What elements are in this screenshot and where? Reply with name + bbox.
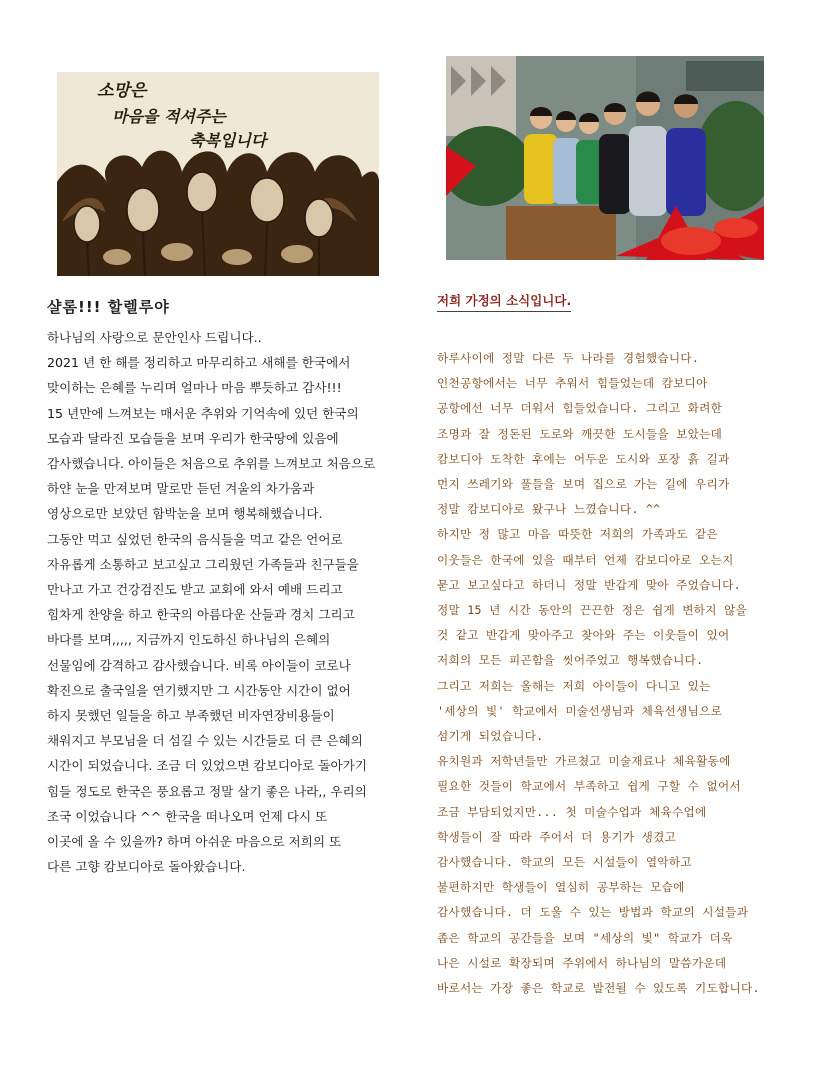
text-line: 선물임에 감격하고 감사했습니다. 비록 아이들이 코로나 xyxy=(47,657,351,673)
text-line: 정말 캄보디아로 왔구나 느꼈습니다. ^^ xyxy=(437,502,661,517)
text-line: 좁은 학교의 공간들을 보며 "세상의 빛" 학교가 더욱 xyxy=(437,930,733,945)
left-letter-body xyxy=(47,325,407,879)
text-line: 저희의 모든 피곤함을 씻어주었고 행복했습니다. xyxy=(437,653,704,668)
family-news-heading: 저희 가정의 소식입니다. xyxy=(437,291,571,312)
text-line: 이곳에 올 수 있을까? 하며 아쉬운 마음으로 저희의 또 xyxy=(47,834,342,850)
text-line: 감사했습니다. 학교의 모든 시설들이 열악하고 xyxy=(437,855,692,870)
text-line: 15 년만에 느껴보는 매서운 추위와 기억속에 있던 한국의 xyxy=(47,405,359,421)
text-line: 이웃들은 한국에 있을 때부터 언제 캄보디아로 오는지 xyxy=(437,552,734,567)
text-line: 조명과 잘 정돈된 도로와 깨끗한 도시들을 보았는데 xyxy=(437,426,723,441)
text-line: 하나님의 사랑으로 문안인사 드립니다.. xyxy=(47,330,262,345)
family-photo xyxy=(446,56,764,260)
tulip-drawing xyxy=(57,72,379,276)
text-line: 불편하지만 학생들이 열심히 공부하는 모습에 xyxy=(437,880,685,895)
text-line: 감사했습니다. 아이들은 처음으로 추위를 느껴보고 처음으로 xyxy=(47,456,376,472)
calligraphy-line-2: 마음을 적셔주는 xyxy=(112,107,226,126)
text-line: 유치원과 저학년들만 가르쳤고 미술재료나 체육활동에 xyxy=(437,754,731,769)
text-line: 조금 부담되었지만... 첫 미술수업과 체육수업에 xyxy=(437,804,707,819)
text-line: 하지만 정 많고 마음 따뜻한 저희의 가족과도 같은 xyxy=(437,527,718,542)
text-line: 바로서는 가장 좋은 학교로 발전될 수 있도록 기도합니다. xyxy=(437,981,760,996)
text-line: 학생들이 잘 따라 주어서 더 용기가 생겼고 xyxy=(437,829,677,844)
text-line: 그동안 먹고 싶었던 한국의 음식들을 먹고 같은 언어로 xyxy=(47,531,343,547)
calligraphy-line-3: 축복입니다 xyxy=(189,131,267,150)
text-line: 영상으로만 보았던 함박눈을 보며 행복해했습니다. xyxy=(47,506,323,522)
text-line: 맞이하는 은혜를 누리며 얼마나 마음 뿌듯하고 감사!!! xyxy=(47,380,342,396)
text-line: 그리고 저희는 올해는 저희 아이들이 다니고 있는 xyxy=(437,678,711,693)
greeting-heading: 샬롬!!! 할렐루야 xyxy=(47,298,170,316)
text-line: 섬기게 되었습니다. xyxy=(437,729,544,744)
family-photo-drawing xyxy=(446,56,764,260)
text-line: 것 같고 반갑게 맞아주고 찾아와 주는 이웃들이 있어 xyxy=(437,628,730,643)
text-line: 바다를 보며,,,,, 지금까지 인도하신 하나님의 은혜의 xyxy=(47,632,331,648)
text-line: 확진으로 출국일을 연기했지만 그 시간동안 시간이 없어 xyxy=(47,682,351,698)
text-line: 조국 이었습니다 ^^ 한국을 떠나오며 언제 다시 또 xyxy=(47,808,328,824)
text-line: 필요한 것들이 학교에서 부족하고 쉽게 구할 수 없어서 xyxy=(437,779,741,794)
text-line: 힘들 정도로 한국은 풍요롭고 정말 살기 좋은 나라,, 우리의 xyxy=(47,783,367,799)
text-line: 채워지고 부모님을 더 섬길 수 있는 시간들로 더 큰 은혜의 xyxy=(47,733,363,749)
text-line: 정말 15 년 시간 동안의 끈끈한 정은 쉽게 변하지 않을 xyxy=(437,603,748,618)
text-line: 하루사이에 정말 다른 두 나라를 경험했습니다. xyxy=(437,351,700,365)
calligraphy-tulip-illustration xyxy=(57,72,379,276)
text-line: 자유롭게 소통하고 보고싶고 그리웠던 가족들과 친구들을 xyxy=(47,556,359,572)
text-line: 2021 년 한 해를 정리하고 마무리하고 새해를 한국에서 xyxy=(47,355,351,371)
text-line: 인천공항에서는 너무 추워서 힘들었는데 캄보디아 xyxy=(437,376,708,391)
text-line: 하얀 눈을 만져보며 말로만 듣던 겨울의 차가움과 xyxy=(47,481,315,497)
text-line: '세상의 빛' 학교에서 미술선생님과 체육선생님으로 xyxy=(437,703,723,718)
calligraphy-line-1: 소망은 xyxy=(97,81,147,101)
left-letter-section xyxy=(47,296,407,879)
text-line: 캄보디아 도착한 후에는 어두운 도시와 포장 흙 길과 xyxy=(437,451,730,466)
text-line: 시간이 되었습니다. 조금 더 있었으면 캄보디아로 돌아가기 xyxy=(47,758,367,774)
text-line: 공항에선 너무 더워서 힘들었습니다. 그리고 화려한 xyxy=(437,401,723,416)
family-news-body xyxy=(437,346,797,1001)
text-line: 나은 시설로 확장되며 주위에서 하나님의 말씀가운데 xyxy=(437,955,727,970)
text-line: 묻고 보고싶다고 하더니 정말 반갑게 맞아 주었습니다. xyxy=(437,577,741,592)
text-line: 다른 고향 캄보디아로 돌아왔습니다. xyxy=(47,859,246,875)
text-line: 모습과 달라진 모습들을 보며 우리가 한국땅에 있음에 xyxy=(47,430,339,446)
text-line: 먼지 쓰레기와 풀들을 보며 집으로 가는 길에 우리가 xyxy=(437,477,730,492)
text-line: 힘차게 찬양을 하고 한국의 아름다운 산들과 경치 그리고 xyxy=(47,607,355,623)
text-line: 만나고 가고 건강검진도 받고 교회에 와서 예배 드리고 xyxy=(47,582,343,598)
text-line: 감사했습니다. 더 도울 수 있는 방법과 학교의 시설들과 xyxy=(437,905,749,920)
right-news-section xyxy=(437,290,797,1001)
text-line: 하지 못했던 일들을 하고 부족했던 비자연장비용들이 xyxy=(47,708,335,724)
